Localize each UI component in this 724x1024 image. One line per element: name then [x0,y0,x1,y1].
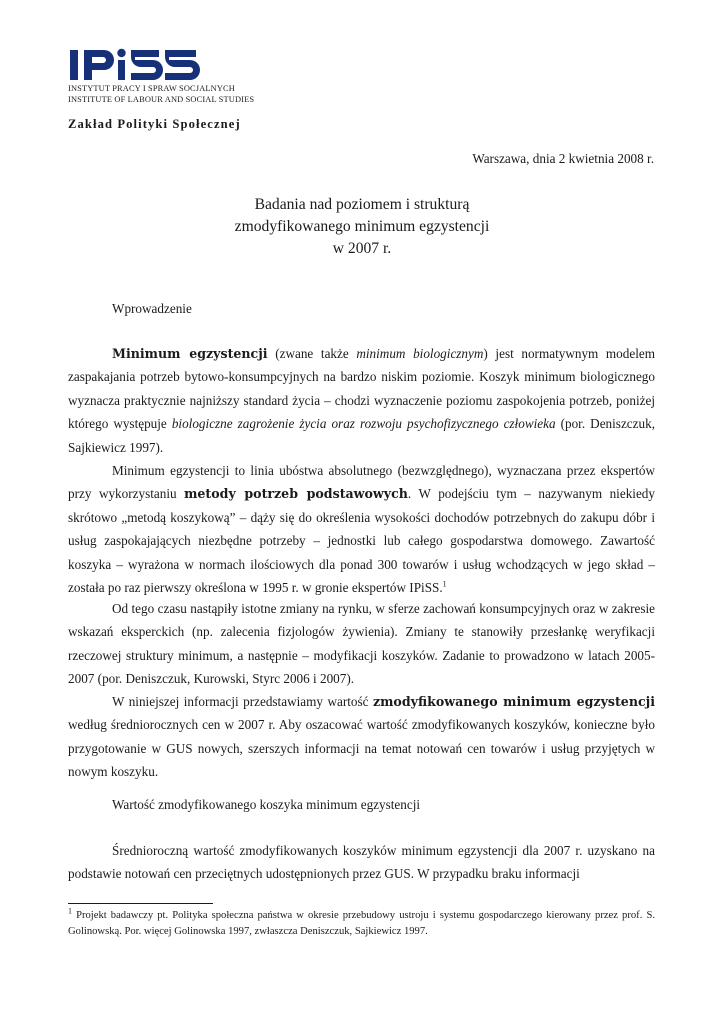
footnote-separator [68,903,213,904]
paragraph-5: Średnioroczną wartość zmodyfikowanych koszyków minimum egzystencji dla 2007 r. uzyskano na podstawie notowań cen przeciętnych udostępnionych przez GUS. W przypadku braku informacji [68,843,655,882]
footnote-text: Projekt badawczy pt. Polityka społeczna państwa w okresie przebudowy ustroju i systemu gospodarczego kierowany przez prof. S. Golinowską. Por. więcej Golinowska 1997, zwłaszcza Deniszczuk, Sajkiewicz 1997. [68,910,655,937]
bold-term: zmodyfikowanego minimum egzystencji [372,694,655,709]
paragraph-1: Minimum egzystencji (zwane także minimum biologicznym) jest normatywnym modelem zaspakajania potrzeb bytowo-konsumpcyjnych na bardzo niskim poziomie. Koszyk minimum biologicznego wyznacza praktycznie najniższy standard życia – chodzi wyznaczenie poziomu zaspokojenia potrzeb, poniżej którego występuje biologiczne zagrożenie życia oraz rozwoju psychofizycznego człowieka (por. Deniszczuk, Sajkiewicz 1997). [68,346,655,455]
paragraph-3: Od tego czasu nastąpiły istotne zmiany na rynku, w sferze zachowań konsumpcyjnych oraz w zakresie wskazań eksperckich (np. zalecenia fizjologów żywienia). Zmiany te stanowiły przesłankę weryfikacji rzeczowej struktury minimum, a następnie – modyfikacji koszyków. Zadanie to prowadzono w latach 2005-2007 (por. Deniszczuk, Kurowski, Styrc 2006 i 2007). [68,601,655,687]
footnote [68,908,655,940]
footnote-reference[interactable]: 1 [442,579,447,589]
bold-term: metody potrzeb podstawowych [184,486,408,502]
italic-term: minimum biologicznym [356,346,484,361]
ipiss-logo [68,44,200,81]
italic-phrase: biologiczne zagrożenie życia oraz rozwoju psychofizycznego człowieka [171,416,556,432]
date-line: Warszawa, dnia 2 kwietnia 2008 r. [472,151,654,166]
document-title-line-3: w 2007 r. [332,240,392,257]
document-title-line-2: zmodyfikowanego minimum egzystencji [234,218,490,235]
department-name: Zakład Polityki Społecznej [68,117,241,131]
document-title-line-1: Badania nad poziomem i strukturą [254,196,470,213]
paragraph-4: W niniejszej informacji przedstawiamy wartość zmodyfikowanego minimum egzystencji według średniorocznych cen w 2007 r. Aby oszacować wartość zmodyfikowanych koszyków, konieczne było przygotowanie w GUS nowych, szerszych informacji na temat notowań cen towarów i usług przyjętych w nowym koszyku. [68,694,655,780]
institute-name-pl: INSTYTUT PRACY I SPRAW SOCJALNYCH [68,84,235,93]
bold-term: Minimum egzystencji [112,346,268,361]
footnote-number: 1 [68,906,72,916]
section-heading-basket-value: Wartość zmodyfikowanego koszyka minimum egzystencji [112,797,421,812]
institute-name-en: INSTITUTE OF LABOUR AND SOCIAL STUDIES [68,95,255,104]
paragraph-2: Minimum egzystencji to linia ubóstwa absolutnego (bezwzględnego), wyznaczana przez ekspertów przy wykorzystaniu metody potrzeb podstawowych. W podejściu tym – nazywanym niekiedy skrótowo „metodą koszykową” – dąży się do określenia wysokości dochodów potrzebnych do zakupu dóbr i usług zaspokajających niezbędne potrzeby – jednostki lub całego gospodarstwa domowego. Zawartość koszyka – wyrażona w normach ilościowych dla ponad 300 towarów i usług wchodzących w jego skład – została po raz pierwszy określona w 1995 r. w gronie ekspertów IPiSS.$^1$ [68,463,655,596]
section-heading-introduction: Wprowadzenie [112,301,192,316]
